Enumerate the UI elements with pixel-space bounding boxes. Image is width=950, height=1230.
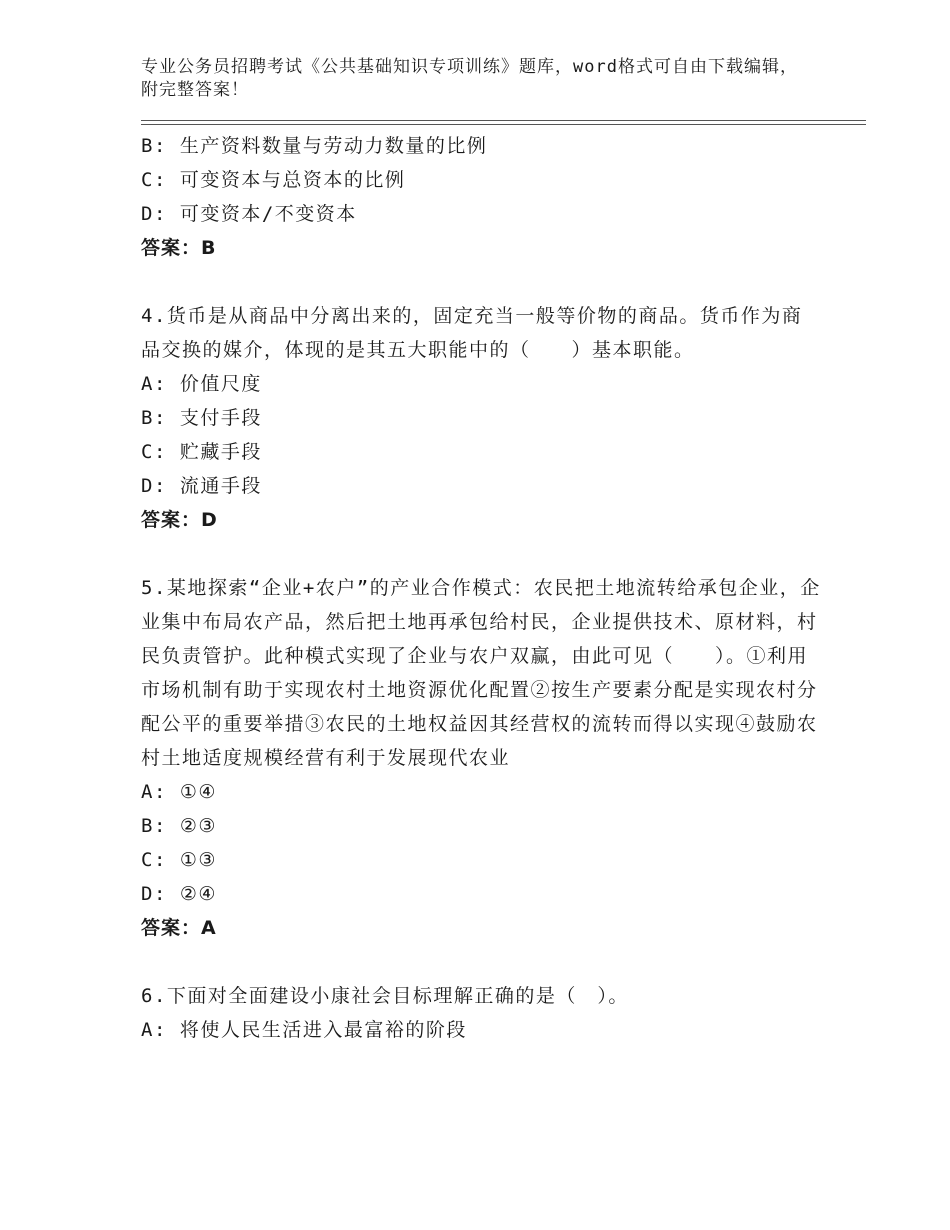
answer: 答案：B	[141, 237, 217, 259]
question-4	[141, 299, 821, 537]
option-c: C: 可变资本与总资本的比例	[141, 169, 406, 191]
question-stem: 5.某地探索“企业+农户”的产业合作模式：农民把土地流转给承包企业，企业集中布局农产品，然后把土地再承包给村民，企业提供技术、原材料，村民负责管护。此种模式实现了企业与农户双赢，由此可见（ ）。①利用市场机制有助于实现农村土地资源优化配置②按生产要素分配是实现农村分配公平的重要举措③农民的土地权益因其经营权的流转而得以实现④鼓励农村土地适度规模经营有利于发展现代农业	[141, 577, 821, 769]
question-content	[141, 129, 821, 1047]
option-d: D: 流通手段	[141, 475, 262, 497]
question-5	[141, 571, 821, 945]
previous-question	[141, 129, 821, 265]
option-c: C: ①③	[141, 849, 217, 871]
question-6	[141, 979, 821, 1047]
option-a: A: 将使人民生活进入最富裕的阶段	[141, 1019, 467, 1041]
option-c: C: 贮藏手段	[141, 441, 262, 463]
option-a: A: ①④	[141, 781, 217, 803]
question-stem: 6.下面对全面建设小康社会目标理解正确的是（ ）。	[141, 985, 629, 1007]
answer: 答案：A	[141, 917, 217, 939]
document-header: 专业公务员招聘考试《公共基础知识专项训练》题库，word格式可自由下载编辑，附完整答案！	[141, 57, 798, 100]
option-b: B: ②③	[141, 815, 217, 837]
option-b: B: 生产资料数量与劳动力数量的比例	[141, 135, 488, 157]
option-b: B: 支付手段	[141, 407, 262, 429]
header-divider	[141, 120, 866, 121]
question-stem: 4.货币是从商品中分离出来的，固定充当一般等价物的商品。货币作为商品交换的媒介，体现的是其五大职能中的（ ）基本职能。	[141, 305, 803, 361]
option-d: D: 可变资本/不变资本	[141, 203, 357, 225]
option-a: A: 价值尺度	[141, 373, 262, 395]
option-d: D: ②④	[141, 883, 217, 905]
answer: 答案：D	[141, 509, 218, 531]
header-divider-second	[141, 124, 866, 125]
